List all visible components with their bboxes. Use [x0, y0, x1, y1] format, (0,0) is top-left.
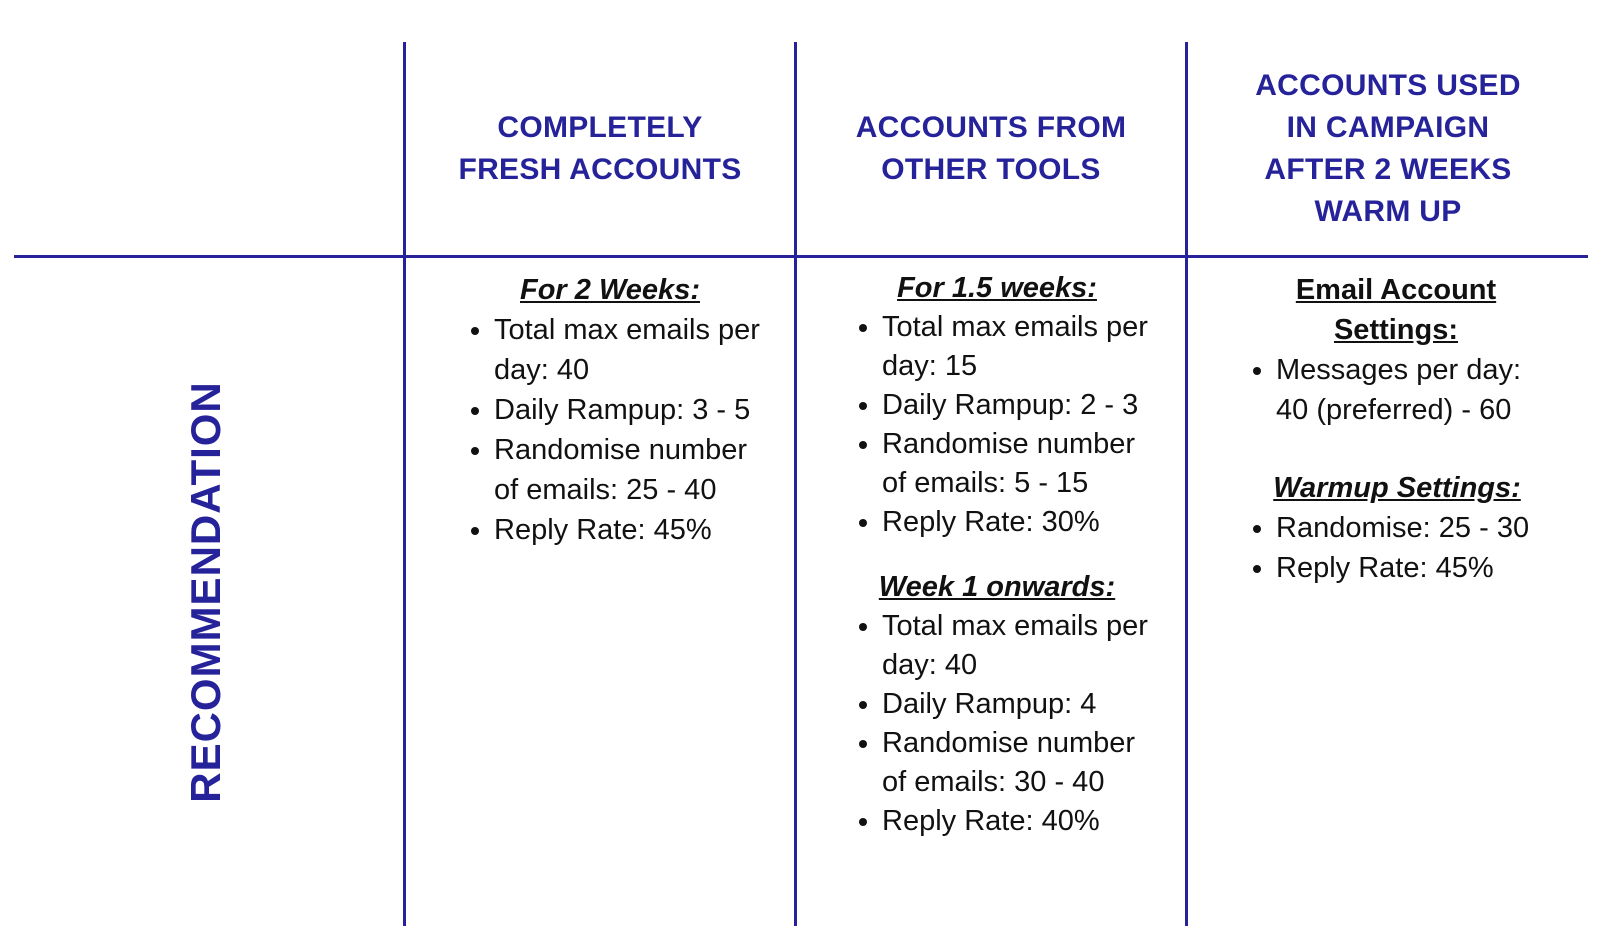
cell-campaign-accounts: [1242, 270, 1552, 588]
cell-fresh-accounts: [460, 270, 770, 550]
section-title: Email Account Settings:: [1295, 274, 1497, 346]
section-title: For 1.5 weeks:: [897, 272, 1097, 304]
list-item: • Randomise number of emails: 30 - 40: [882, 724, 1158, 802]
list-item: • Reply Rate: 30%: [882, 503, 1158, 542]
list-item: • Reply Rate: 45%: [494, 510, 770, 550]
list-item: • Reply Rate: 40%: [882, 802, 1158, 841]
section-title: Warmup Settings:: [1273, 472, 1521, 504]
cell-other-tools: [848, 269, 1158, 841]
row-label-recommendation: RECOMMENDATION: [182, 381, 229, 803]
list-item: • Total max emails per day: 40: [882, 607, 1158, 685]
header-accounts-used-in-campaign: ACCOUNTS USED IN CAMPAIGN AFTER 2 WEEKS WARM UP: [1255, 68, 1521, 228]
section-title: For 2 Weeks:: [520, 274, 700, 306]
recommendation-list: [1242, 350, 1552, 430]
list-item: • Total max emails per day: 40: [494, 310, 770, 390]
header-accounts-from-other-tools: ACCOUNTS FROM OTHER TOOLS: [855, 110, 1127, 186]
list-item: • Daily Rampup: 4: [882, 685, 1158, 724]
list-item: • Randomise number of emails: 5 - 15: [882, 425, 1158, 503]
recommendation-list: [848, 607, 1158, 841]
list-item: • Messages per day: 40 (preferred) - 60: [1276, 350, 1552, 430]
header-divider: [14, 255, 1588, 258]
recommendation-list: [1242, 508, 1552, 588]
list-item: • Total max emails per day: 15: [882, 308, 1158, 386]
list-item: • Daily Rampup: 2 - 3: [882, 386, 1158, 425]
section-title: Week 1 onwards:: [878, 571, 1116, 603]
recommendation-list: [460, 310, 770, 550]
list-item: • Daily Rampup: 3 - 5: [494, 390, 770, 430]
list-item: • Randomise number of emails: 25 - 40: [494, 430, 770, 510]
header-completely-fresh-accounts: COMPLETELY FRESH ACCOUNTS: [458, 110, 742, 186]
list-item: • Reply Rate: 45%: [1276, 548, 1552, 588]
recommendation-list: [848, 308, 1158, 542]
list-item: • Randomise: 25 - 30: [1276, 508, 1552, 548]
